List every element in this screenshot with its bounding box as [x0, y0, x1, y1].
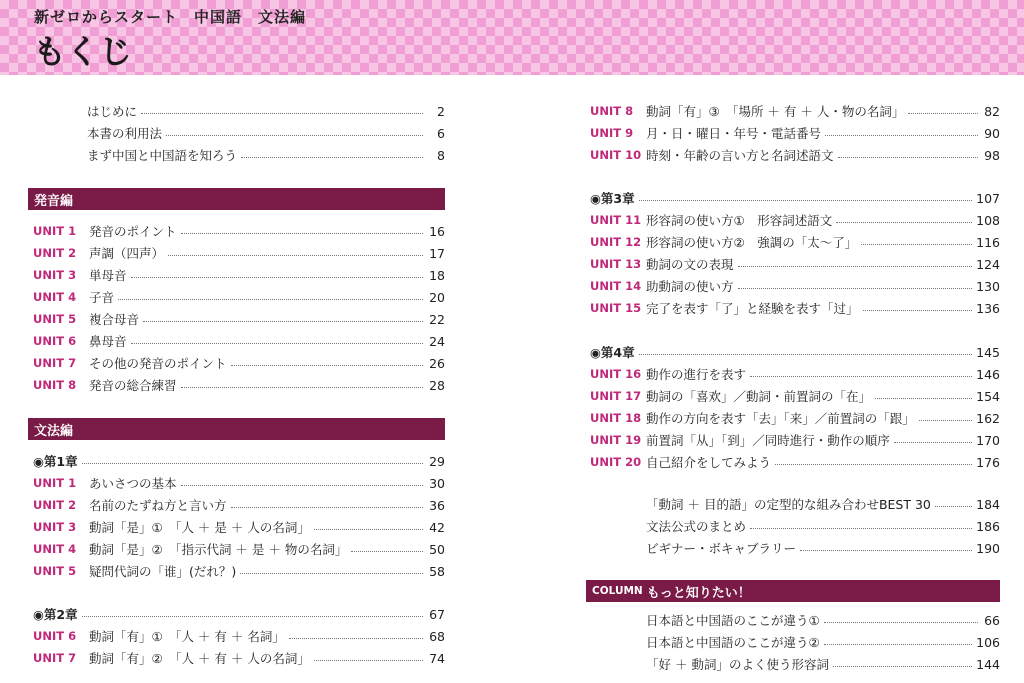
leader-dots: [231, 365, 423, 366]
toc-chapter-2[interactable]: [33, 604, 445, 624]
entry-label: まず中国と中国語を知ろう: [87, 148, 238, 163]
leader-dots: [861, 244, 972, 245]
entry-page: 28: [429, 377, 445, 393]
entry-page: 42: [429, 519, 445, 535]
entry-page: 68: [429, 628, 445, 644]
entry-page: 136: [976, 300, 1000, 316]
toc-entry-unit[interactable]: [590, 101, 1000, 121]
entry-page: 20: [429, 289, 445, 305]
toc-entry-unit[interactable]: [33, 517, 445, 537]
unit-number: UNIT 9: [590, 126, 634, 140]
entry-page: 74: [429, 650, 445, 666]
chapter-label: ◉第2章: [33, 607, 78, 622]
leader-dots: [131, 277, 423, 278]
entry-label: 疑問代詞の「谁」(だれ？): [89, 564, 237, 579]
toc-entry-unit[interactable]: [33, 561, 445, 581]
toc-entry-unit[interactable]: [590, 408, 1000, 428]
unit-number: UNIT 2: [33, 498, 77, 512]
entry-page: 107: [976, 190, 1000, 206]
toc-entry-usage[interactable]: [87, 123, 445, 143]
leader-dots: [833, 666, 972, 667]
entry-label: 動詞の「喜欢」／動詞・前置詞の「在」: [646, 389, 872, 404]
entry-label: はじめに: [87, 104, 138, 119]
entry-label: ビギナー・ボキャブラリー: [646, 541, 797, 556]
entry-label: 前置詞「从」「到」／同時進行・動作の順序: [646, 433, 890, 448]
section-bar-pronunciation: 発音編: [28, 188, 445, 210]
leader-dots: [750, 376, 972, 377]
toc-entry-column[interactable]: [646, 610, 1000, 630]
toc-entry-column[interactable]: [646, 632, 1000, 652]
entry-page: 29: [429, 453, 445, 469]
entry-label: 「動詞 ＋ 目的語」の定型的な組み合わせBEST 30: [646, 497, 931, 512]
unit-number: UNIT 3: [33, 268, 77, 282]
entry-page: 98: [984, 147, 1000, 163]
entry-label: 日本語と中国語のここが違う②: [646, 635, 820, 650]
toc-entry-unit[interactable]: [33, 221, 445, 241]
toc-entry-unit[interactable]: [33, 375, 445, 395]
toc-entry-unit[interactable]: [590, 452, 1000, 472]
entry-page: 144: [976, 656, 1000, 672]
entry-label: 鼻母音: [89, 334, 127, 349]
entry-label: 形容詞の使い方① 形容詞述語文: [646, 213, 833, 228]
toc-entry-unit[interactable]: [590, 123, 1000, 143]
toc-entry-column[interactable]: [646, 654, 1000, 674]
unit-number: UNIT 6: [33, 334, 77, 348]
entry-page: 50: [429, 541, 445, 557]
toc-entry-unit[interactable]: [590, 364, 1000, 384]
unit-number: UNIT 6: [33, 629, 77, 643]
leader-dots: [935, 506, 972, 507]
toc-entry-unit[interactable]: [33, 331, 445, 351]
entry-label: 「好 ＋ 動詞」のよく使う形容詞: [646, 657, 829, 672]
leader-dots: [181, 233, 423, 234]
entry-page: 186: [976, 518, 1000, 534]
entry-page: 30: [429, 475, 445, 491]
leader-dots: [863, 310, 973, 311]
unit-number: UNIT 1: [33, 224, 77, 238]
leader-dots: [241, 157, 423, 158]
entry-page: 116: [976, 234, 1000, 250]
column-prefix: COLUMN: [592, 585, 643, 597]
unit-number: UNIT 8: [33, 378, 77, 392]
unit-number: UNIT 15: [590, 301, 642, 315]
section-bar-grammar: 文法編: [28, 418, 445, 440]
entry-label: 子音: [89, 290, 115, 305]
leader-dots: [143, 321, 423, 322]
leader-dots: [314, 529, 423, 530]
entry-page: 146: [976, 366, 1000, 382]
entry-label: 動詞「是」② 「指示代詞 ＋ 是 ＋ 物の名詞」: [89, 542, 348, 557]
toc-entry-unit[interactable]: [33, 539, 445, 559]
entry-label: 声調（四声）: [89, 246, 165, 261]
entry-label: 時刻・年齢の言い方と名詞述語文: [646, 148, 834, 163]
leader-dots: [351, 551, 423, 552]
leader-dots: [875, 398, 972, 399]
leader-dots: [775, 464, 972, 465]
toc-entry-extra[interactable]: [646, 538, 1000, 558]
toc-entry-unit[interactable]: [590, 276, 1000, 296]
entry-page: 22: [429, 311, 445, 327]
entry-label: 動詞「有」② 「人 ＋ 有 ＋ 人の名詞」: [89, 651, 310, 666]
toc-entry-unit[interactable]: [33, 353, 445, 373]
leader-dots: [824, 644, 972, 645]
entry-label: 日本語と中国語のここが違う①: [646, 613, 820, 628]
unit-number: UNIT 7: [33, 651, 77, 665]
toc-entry-unit[interactable]: [33, 648, 445, 668]
leader-dots: [919, 420, 972, 421]
column-label: もっと知りたい！: [646, 585, 751, 601]
toc-entry-unit[interactable]: [33, 265, 445, 285]
leader-dots: [738, 266, 973, 267]
entry-label: 助動詞の使い方: [646, 279, 734, 294]
entry-page: 90: [984, 125, 1000, 141]
entry-label: 形容詞の使い方② 強調の「太〜了」: [646, 235, 858, 250]
chapter-label: ◉第4章: [590, 345, 635, 360]
leader-dots: [894, 442, 972, 443]
entry-page: 67: [429, 606, 445, 622]
unit-number: UNIT 5: [33, 564, 77, 578]
toc-entry-extra[interactable]: [646, 516, 1000, 536]
toc-entry-unit[interactable]: [33, 473, 445, 493]
leader-dots: [289, 638, 423, 639]
leader-dots: [231, 507, 423, 508]
leader-dots: [181, 387, 423, 388]
unit-number: UNIT 14: [590, 279, 642, 293]
chapter-label: ◉第1章: [33, 454, 78, 469]
unit-number: UNIT 5: [33, 312, 77, 326]
leader-dots: [639, 354, 973, 355]
unit-number: UNIT 4: [33, 290, 77, 304]
entry-page: 2: [437, 103, 445, 119]
unit-number: UNIT 16: [590, 367, 642, 381]
section-bar-column: [586, 580, 1000, 602]
toc-chapter-4[interactable]: [590, 342, 1000, 362]
leader-dots: [82, 463, 423, 464]
leader-dots: [131, 343, 423, 344]
page-header: [0, 0, 1024, 75]
entry-label: 動詞「有」① 「人 ＋ 有 ＋ 名詞」: [89, 629, 285, 644]
entry-page: 8: [437, 147, 445, 163]
entry-page: 170: [976, 432, 1000, 448]
unit-number: UNIT 2: [33, 246, 77, 260]
entry-label: 月・日・曜日・年号・電話番号: [646, 126, 822, 141]
toc-entry-unit[interactable]: [33, 243, 445, 263]
leader-dots: [825, 135, 978, 136]
entry-page: 24: [429, 333, 445, 349]
toc-entry-unit[interactable]: [590, 430, 1000, 450]
entry-page: 190: [976, 540, 1000, 556]
leader-dots: [750, 528, 972, 529]
entry-page: 145: [976, 344, 1000, 360]
page-title: もくじ: [33, 32, 132, 71]
entry-page: 106: [976, 634, 1000, 650]
unit-number: UNIT 19: [590, 433, 642, 447]
entry-label: 動作の方向を表す「去」「来」／前置詞の「跟」: [646, 411, 915, 426]
toc-entry-unit[interactable]: [590, 254, 1000, 274]
entry-page: 18: [429, 267, 445, 283]
leader-dots: [118, 299, 423, 300]
entry-label: 動詞の文の表現: [646, 257, 734, 272]
entry-page: 124: [976, 256, 1000, 272]
leader-dots: [314, 660, 423, 661]
unit-number: UNIT 1: [33, 476, 77, 490]
toc-entry-unit[interactable]: [590, 232, 1000, 252]
unit-number: UNIT 17: [590, 389, 642, 403]
unit-number: UNIT 4: [33, 542, 77, 556]
toc-chapter-1[interactable]: [33, 451, 445, 471]
leader-dots: [166, 135, 423, 136]
entry-page: 58: [429, 563, 445, 579]
unit-number: UNIT 12: [590, 235, 642, 249]
entry-page: 108: [976, 212, 1000, 228]
unit-number: UNIT 18: [590, 411, 642, 425]
entry-label: 発音のポイント: [89, 224, 177, 239]
unit-number: UNIT 10: [590, 148, 642, 162]
entry-label: 本書の利用法: [87, 126, 163, 141]
entry-label: その他の発音のポイント: [89, 356, 227, 371]
entry-page: 154: [976, 388, 1000, 404]
entry-page: 6: [437, 125, 445, 141]
leader-dots: [240, 573, 423, 574]
entry-label: 単母音: [89, 268, 127, 283]
toc-entry-unit[interactable]: [33, 287, 445, 307]
entry-page: 130: [976, 278, 1000, 294]
leader-dots: [168, 255, 423, 256]
entry-page: 162: [976, 410, 1000, 426]
leader-dots: [800, 550, 972, 551]
unit-number: UNIT 7: [33, 356, 77, 370]
entry-label: 文法公式のまとめ: [646, 519, 747, 534]
toc-entry-unit[interactable]: [590, 386, 1000, 406]
entry-page: 26: [429, 355, 445, 371]
entry-label: 名前のたずね方と言い方: [89, 498, 227, 513]
entry-label: 動詞「是」① 「人 ＋ 是 ＋ 人の名詞」: [89, 520, 310, 535]
unit-number: UNIT 8: [590, 104, 634, 118]
entry-label: あいさつの基本: [89, 476, 177, 491]
entry-page: 16: [429, 223, 445, 239]
toc-entry-unit[interactable]: [590, 145, 1000, 165]
unit-number: UNIT 3: [33, 520, 77, 534]
toc-chapter-3[interactable]: [590, 188, 1000, 208]
book-subtitle: 新ゼロからスタート 中国語 文法編: [34, 8, 307, 26]
leader-dots: [824, 622, 978, 623]
entry-label: 完了を表す「了」と経験を表す「过」: [646, 301, 859, 316]
unit-number: UNIT 11: [590, 213, 642, 227]
chapter-label: ◉第3章: [590, 191, 635, 206]
entry-page: 17: [429, 245, 445, 261]
entry-page: 176: [976, 454, 1000, 470]
toc-entry-china[interactable]: [87, 145, 445, 165]
entry-label: 複合母音: [89, 312, 140, 327]
entry-label: 自己紹介をしてみよう: [646, 455, 772, 470]
toc-entry-unit[interactable]: [33, 309, 445, 329]
entry-page: 36: [429, 497, 445, 513]
leader-dots: [908, 113, 978, 114]
entry-page: 66: [984, 612, 1000, 628]
entry-label: 動詞「有」③ 「場所 ＋ 有 ＋ 人・物の名詞」: [646, 104, 905, 119]
entry-page: 82: [984, 103, 1000, 119]
toc-entry-unit[interactable]: [33, 495, 445, 515]
toc-entry-unit[interactable]: [590, 298, 1000, 318]
leader-dots: [82, 616, 423, 617]
leader-dots: [836, 222, 972, 223]
entry-label: 動作の進行を表す: [646, 367, 747, 382]
leader-dots: [141, 113, 423, 114]
toc-entry-unit[interactable]: [590, 210, 1000, 230]
leader-dots: [838, 157, 978, 158]
toc-entry-unit[interactable]: [33, 626, 445, 646]
leader-dots: [181, 485, 423, 486]
leader-dots: [639, 200, 973, 201]
leader-dots: [738, 288, 973, 289]
unit-number: UNIT 13: [590, 257, 642, 271]
entry-page: 184: [976, 496, 1000, 512]
entry-label: 発音の総合練習: [89, 378, 177, 393]
toc-entry-intro[interactable]: [87, 101, 445, 121]
toc-entry-extra[interactable]: [646, 494, 1000, 514]
unit-number: UNIT 20: [590, 455, 642, 469]
